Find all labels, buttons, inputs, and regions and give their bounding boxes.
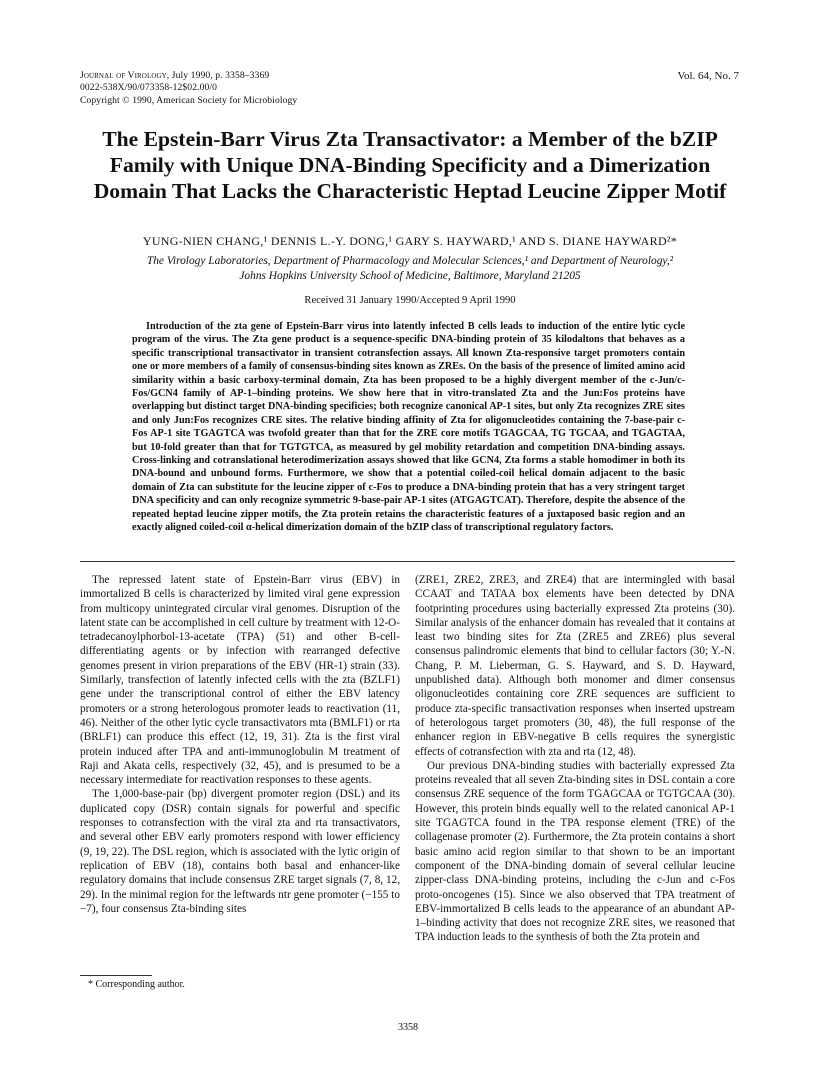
author-list: YUNG-NIEN CHANG,¹ DENNIS L.-Y. DONG,¹ GARY S. HAYWARD,¹ AND S. DIANE HAYWARD²* (142, 234, 678, 248)
journal-name: Journal of Virology, (80, 70, 170, 81)
title-line: Domain That Lacks the Characteristic Heptad Leucine Zipper Motif (93, 179, 727, 203)
article-title (80, 126, 740, 204)
body-column-left (80, 573, 400, 916)
title-line: The Epstein-Barr Virus Zta Transactivator: a Member of the bZIP (102, 127, 718, 151)
body-paragraph: The 1,000-base-pair (bp) divergent promoter region (DSL) and its duplicated copy (DSR) contain signals for powerful and specific responses to cotransfection with the viral zta and rta transactivators, and several other EBV early promoters respond with lower efficiency (9, 19, 22). The DSL region, which is associated with the lytic origin of replication of EBV (18), contains both basal and enhancer-like regulatory domains that include consensus ZRE target signals (7, 8, 12, 29). In the minimal region for the leftwards ntr gene promoter (−155 to −7), four consensus Zta-binding sites (80, 788, 400, 915)
journal-header (80, 70, 297, 107)
copyright-line: Copyright © 1990, American Society for Microbiology (80, 94, 298, 106)
journal-citation (80, 70, 297, 82)
body-paragraph: Our previous DNA-binding studies with bacterially expressed Zta proteins revealed that all seven Zta-binding sites in DSL contain a core consensus ZRE sequence of the form TGAGCAA or TGTGCAA (30). However, this protein binds equally well to the related canonical AP-1 site TGAGTCA found in the TPA response element (TRE) of the collagenase promoter (2). Furthermore, the Zta protein contains a short basic amino acid region similar to that shown to be an important component of the DNA-binding domain of several cellular leucine zipper-class DNA-binding proteins, including the c-Jun and c-Fos proto-oncogenes (15). Since we also observed that TPA treatment of EBV-immortalized B cells leads to the appearance of an abundant AP-1–binding activity that does not recognize ZRE sites, we reasoned that TPA induction leads to the synthesis of both the Zta protein and (415, 759, 735, 944)
abstract (132, 320, 685, 535)
affiliation (80, 254, 740, 284)
page-number: 3358 (398, 1022, 418, 1033)
affiliation-line: Johns Hopkins University School of Medicine, Baltimore, Maryland 21205 (239, 270, 581, 282)
body-column-right (415, 573, 735, 945)
affiliation-line: The Virology Laboratories, Department of Pharmacology and Molecular Sciences,¹ and Department of Neurology,² (146, 255, 674, 267)
journal-date: July 1990, p. 3358–3369 (169, 70, 270, 81)
footnote-divider (80, 975, 152, 976)
title-line: Family with Unique DNA-Binding Specificity and a Dimerization (109, 153, 711, 177)
received-dates: Received 31 January 1990/Accepted 9 April 1990 (304, 295, 516, 306)
volume-number: Vol. 64, No. 7 (677, 70, 739, 82)
section-divider (80, 561, 735, 562)
footnote: * Corresponding author. (88, 979, 185, 990)
body-paragraph: The repressed latent state of Epstein-Barr virus (EBV) in immortalized B cells is characterized by limited viral gene expression from multicopy unintegrated circular viral genomes. Disruption of the latent state can be accomplished in cell culture by treatment with 12-O-tetradecanoylphorbol-13-acetate (TPA) (51) and other B-cell-differentiating agents or by infection with rearranged defective genomes present in virion preparations of the EBV (HR-1) strain (33). Similarly, transfection of latently infected cells with the zta (BZLF1) gene under the transcriptional control of either the EBV latency promoters or a strong heterologous promoter leads to reactivation (11, 46). Neither of the other lytic cycle transactivators mta (BMLF1) or rta (BRLF1) can produce this effect (12, 19, 31). Zta is the first viral protein induced after TPA and anti-immunoglobulin M treatment of Raji and Akata cells, respectively (32, 45), and is presumed to be a necessary intermediate for reactivation responses to these agents. (80, 574, 400, 787)
journal-code: 0022-538X/90/073358-12$02.00/0 (80, 82, 218, 94)
abstract-text: Introduction of the zta gene of Epstein-Barr virus into latently infected B cells leads to induction of the entire lytic cycle program of the virus. The Zta gene product is a sequence-specific DNA-binding protein of 35 kilodaltons that behaves as a specific transcriptional transactivator in transient cotransfection assays. All known Zta-responsive target promoters contain one or more members of a family of consensus-binding sites known as ZREs. On the basis of the presence of limited amino acid similarity within a basic carboxy-terminal domain, Zta has been proposed to be a highly divergent member of the c-Jun/c-Fos/GCN4 family of AP-1–binding proteins. We show here that in vitro-translated Zta and the Jun:Fos proteins have overlapping but distinct target DNA-binding specificies; both recognize canonical AP-1 sites, but only Zta recognizes ZRE sites and only Jun:Fos recognizes CRE sites. The relative binding affinity of Zta for oligonucleotides containing the 7-base-pair c-Fos AP-1 site TGAGTCA was twofold greater than that for the ZRE core motifs TGAGCAA, TG TGCAA, and TGAGTAA, but 10-fold greater than that for TGTGTCA, as measured by gel mobility retardation and competition DNA-binding assays. Cross-linking and cotranslational heterodimerization assays showed that like GCN4, Zta forms a stable homodimer in both its DNA-bound and unbound forms. Furthermore, we show that a potential coiled-coil helical domain adjacent to the basic domain of Zta can substitute for the leucine zipper of c-Fos to produce a DNA-binding protein that has a very stringent target DNA specificity and can only recognize symmetric 9-base-pair AP-1 sites (ATGAGTCAT). Therefore, despite the absence of the repeated heptad leucine zipper motifs, the Zta protein retains the characteristic features of a juxtaposed basic region and an exactly aligned coiled-coil α-helical dimerization domain of the bZIP class of transcriptional regulatory factors. (132, 321, 685, 534)
body-paragraph: (ZRE1, ZRE2, ZRE3, and ZRE4) that are intermingled with basal CCAAT and TATAA box elements have been detected by DNA footprinting procedures using bacterially expressed Zta proteins (30). Similar analysis of the enhancer domain has revealed that it contains at least two binding sites for Zta (ZRE5 and ZRE6) plus several consensus palindromic elements that bind to cellular factors (30; Y.-N. Chang, P. M. Lieberman, G. S. Hayward, and S. D. Hayward, unpublished data). Although both monomer and dimer consensus oligonucleotides containing core ZRE sequences are sufficient to produce zta-specific transactivation responses when inserted upstream of heterologous target promoters (30, 48), the full response of the enhancer region in EBV-negative B cells requires the synergistic effects of cotransfection with zta and rta (12, 48). (415, 574, 735, 758)
